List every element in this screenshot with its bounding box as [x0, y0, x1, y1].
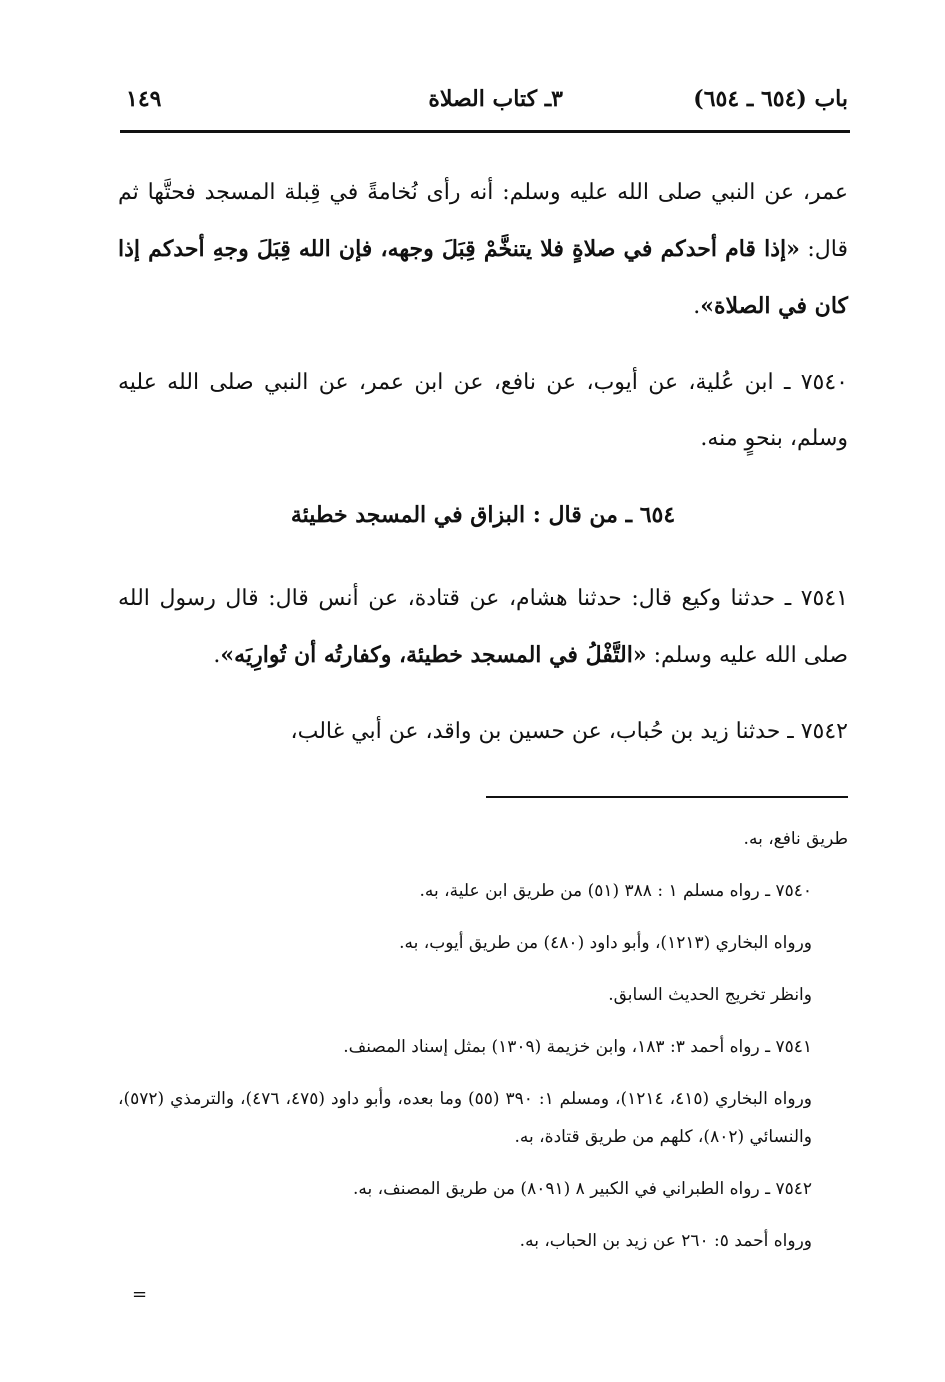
- footnote-line: ٧٥٤٠ ـ رواه مسلم ١ : ٣٨٨ (٥١) من طريق ابن علية، به.: [419, 881, 812, 901]
- footnote-line: وانظر تخريج الحديث السابق.: [608, 985, 812, 1005]
- footnotes: [118, 820, 848, 1274]
- continuation-mark: =: [132, 1284, 148, 1305]
- hadith-7541-end: .: [213, 643, 221, 668]
- footnote-line: ورواه أحمد ٥: ٢٦٠ عن زيد بن الحباب، به.: [519, 1231, 812, 1251]
- book-title: ٣ـ كتاب الصلاة: [428, 86, 563, 112]
- page-number: ١٤٩: [126, 86, 162, 112]
- main-text: [118, 165, 848, 780]
- hadith-7541-quote: «التَّفْلُ في المسجد خطيئة، وكفارتُه أن تُوارِيَه»: [220, 642, 647, 668]
- footnote-line: ورواه البخاري (١٢١٣)، وأبو داود (٤٨٠) من طريق أيوب، به.: [399, 933, 812, 953]
- section-heading: ٦٥٤ ـ من قال : البزاق في المسجد خطيئة: [290, 502, 676, 528]
- paragraph-end: .: [693, 294, 701, 319]
- footnote-line: طريق نافع، به.: [743, 829, 848, 849]
- hadith-7541: [118, 571, 848, 684]
- footnote-divider: [486, 796, 848, 798]
- chapter-range: باب (٦٥٤ ـ ٦٥٤): [693, 86, 848, 112]
- page-header: [118, 82, 848, 122]
- hadith-7542: ٧٥٤٢ ـ حدثنا زيد بن حُباب، عن حسين بن واقد، عن أبي غالب،: [290, 719, 848, 744]
- hadith-7540: ٧٥٤٠ ـ ابن عُلية، عن أيوب، عن نافع، عن ابن عمر، عن النبي صلى الله عليه وسلم، بنحوٍ منه.: [118, 370, 848, 451]
- header-divider: [120, 130, 850, 133]
- hadith-quote: «إذا قام أحدكم في صلاةٍ فلا يتنخَّمْ قِبَلَ وجهه، فإن الله قِبَلَ وجهِ أحدكم إذا كان في الصلاة»: [118, 236, 848, 319]
- book-page: [118, 0, 848, 1382]
- hadith-7541-isnad: ٧٥٤١ ـ حدثنا وكيع قال: حدثنا هشام، عن قتادة، عن أنس قال: قال رسول الله صلى الله عليه وسلم:: [118, 586, 848, 668]
- paragraph-intro: عمر، عن النبي صلى الله عليه وسلم: أنه رأى نُخامةً في قِبلة المسجد فحتَّها ثم قال:: [118, 180, 849, 262]
- footnote-line: ٧٥٤١ ـ رواه أحمد ٣: ١٨٣، وابن خزيمة (١٣٠٩) بمثل إسناد المصنف.: [343, 1037, 812, 1057]
- footnote-line: ٧٥٤٢ ـ رواه الطبراني في الكبير ٨ (٨٠٩١) من طريق المصنف، به.: [353, 1179, 812, 1199]
- footnote-line: ورواه البخاري (٤١٥، ١٢١٤)، ومسلم ١: ٣٩٠ (٥٥) وما بعده، وأبو داود (٤٧٥، ٤٧٦)، والترمذي (٥٧٢)، والنسائي (٨٠٢)، كلهم من طريق قتادة، به.: [118, 1089, 812, 1147]
- paragraph-continuation: [118, 165, 848, 335]
